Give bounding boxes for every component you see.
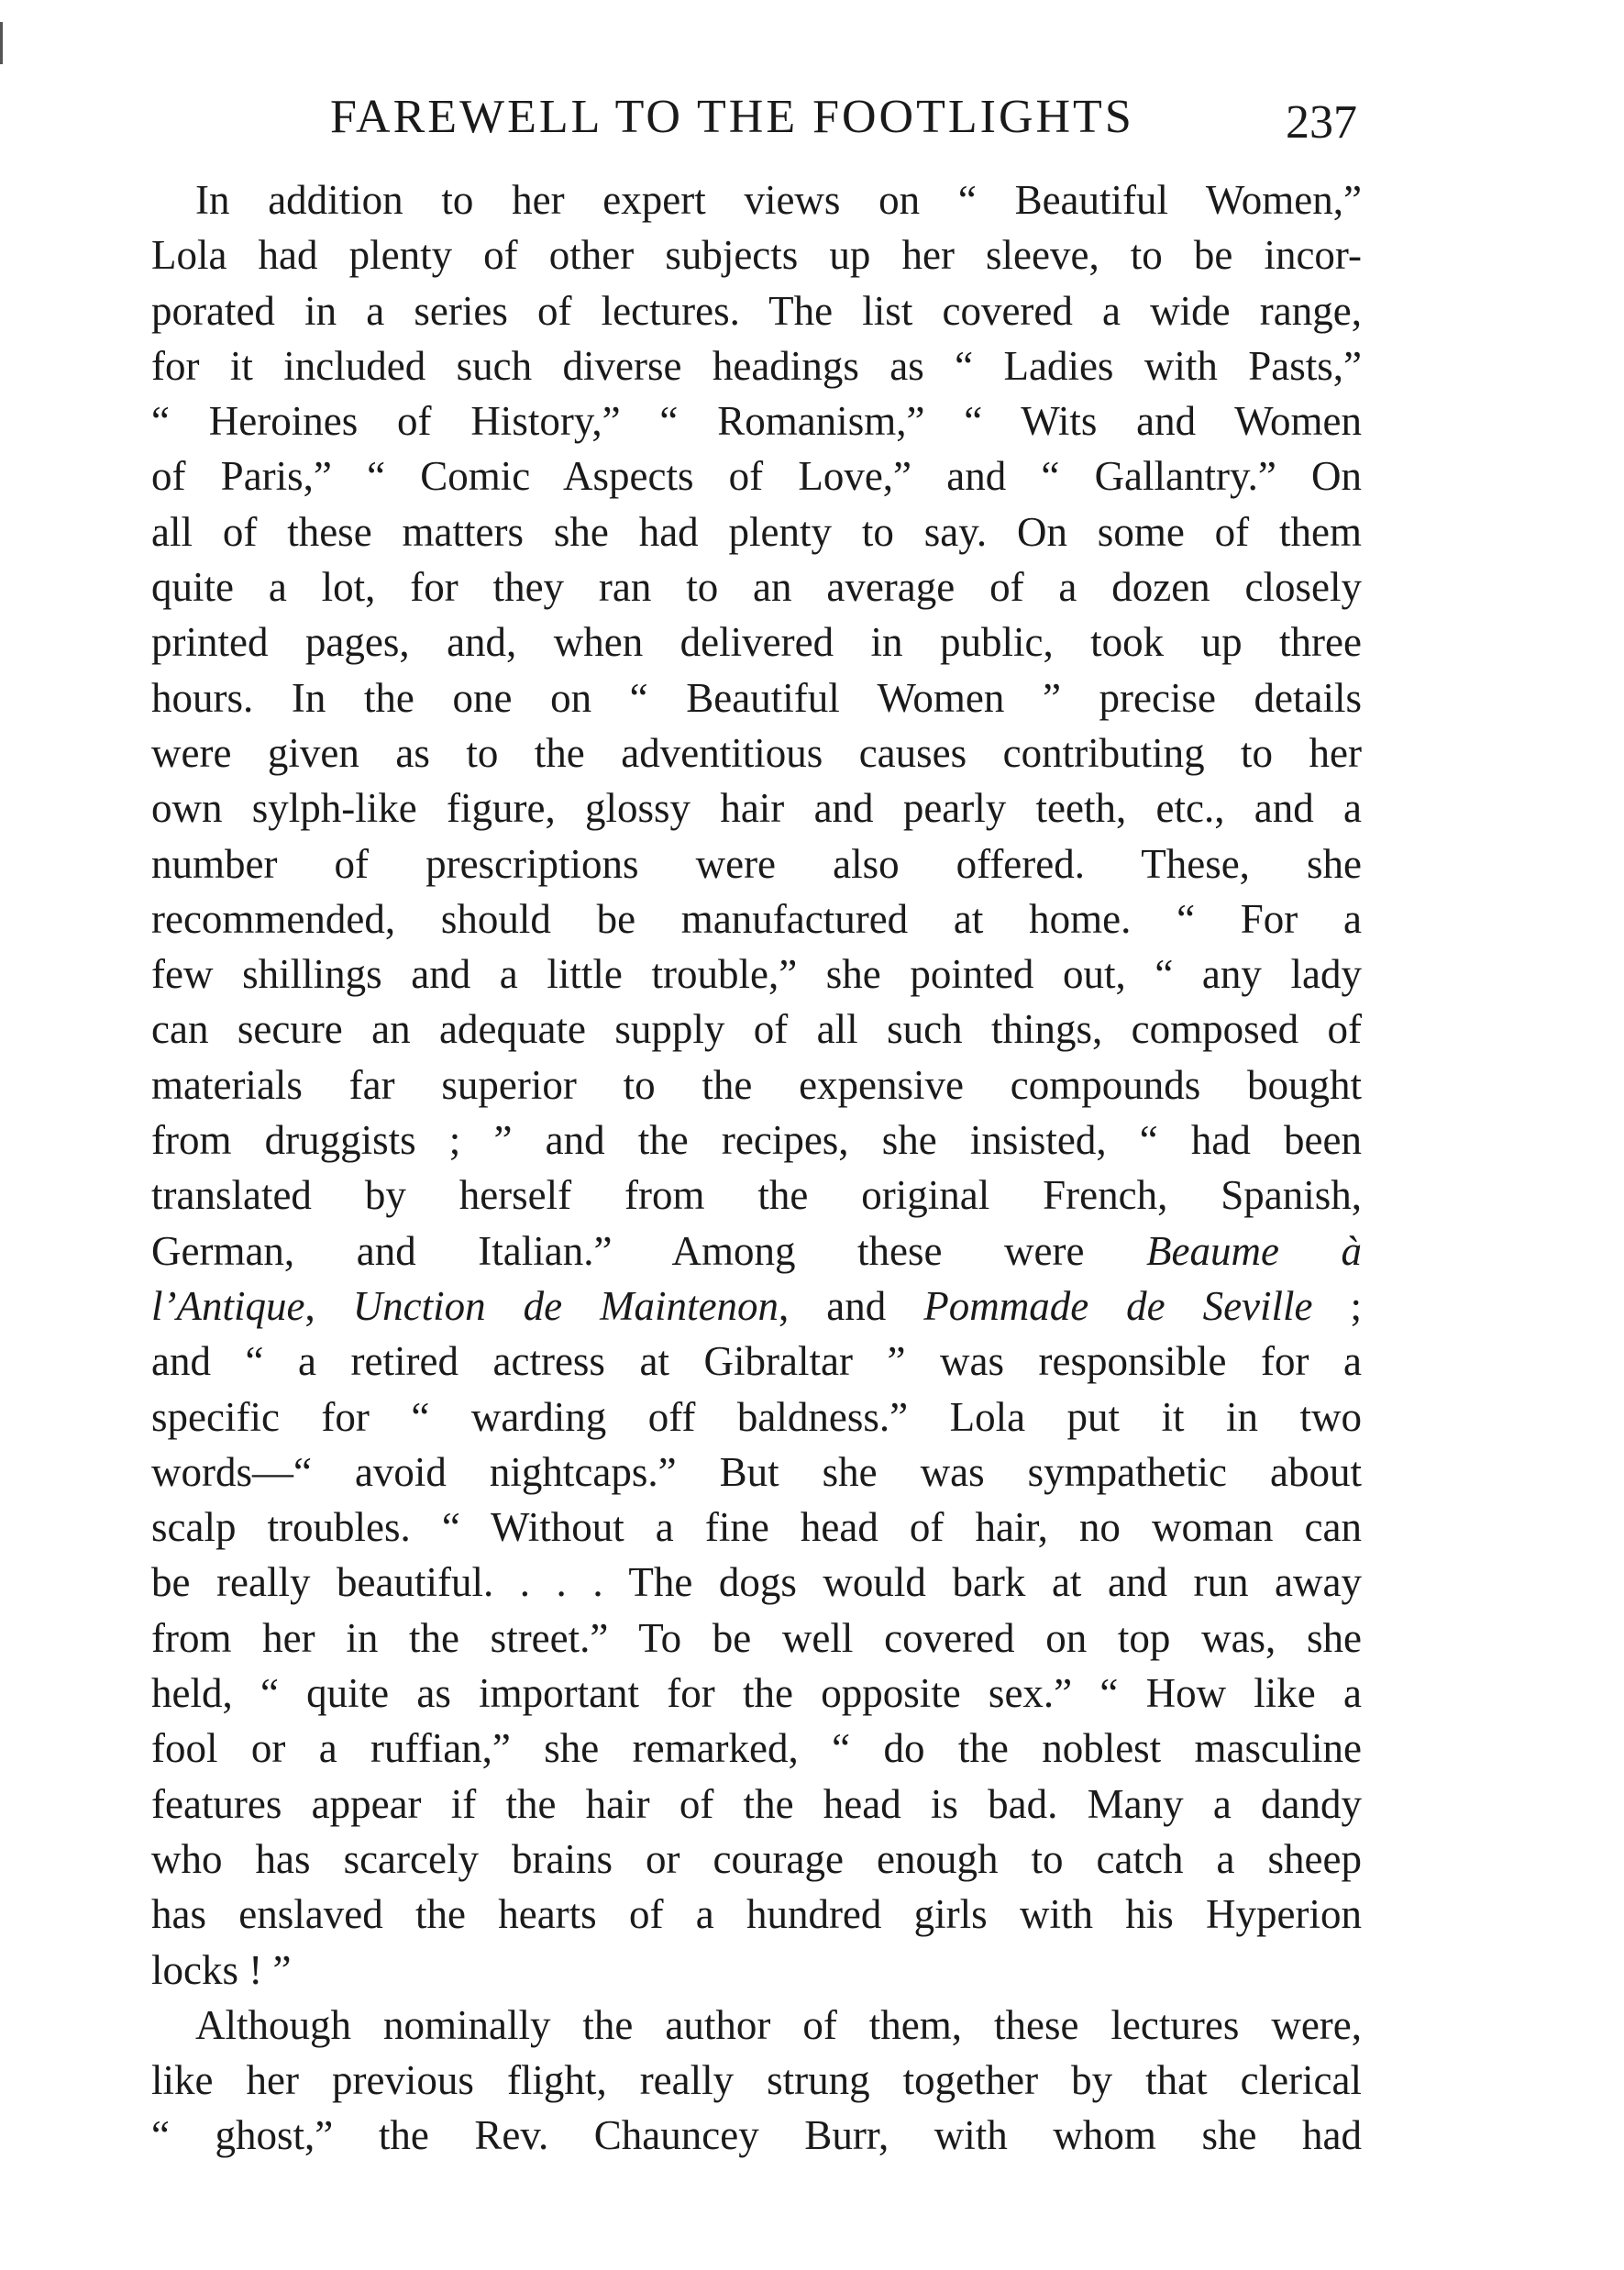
running-title: FAREWELL TO THE FOOTLIGHTS bbox=[330, 91, 1134, 143]
text-line: porated in a series of lectures. The list covered a wide range, bbox=[151, 287, 1362, 334]
text-line: In addition to her expert views on “ Beautiful Women,” bbox=[195, 177, 1362, 223]
text-line: specific for “ warding off baldness.” Lola put it in two bbox=[151, 1393, 1362, 1440]
text-line: for it included such diverse headings as “ Ladies with Pasts,” bbox=[151, 342, 1362, 389]
italic-text: Pommade de Seville bbox=[923, 1282, 1313, 1329]
text-line: materials far superior to the expensive compounds bought bbox=[151, 1061, 1362, 1108]
text-line: words—“ avoid nightcaps.” But she was sympathetic about bbox=[151, 1448, 1362, 1495]
text-line: who has scarcely brains or courage enough to catch a sheep bbox=[151, 1835, 1362, 1882]
text-line: locks ! ” bbox=[151, 1946, 292, 1993]
text-line: has enslaved the hearts of a hundred girls with his Hyperion bbox=[151, 1891, 1362, 1938]
text-line: own sylph-like figure, glossy hair and pearly teeth, etc., and a bbox=[151, 785, 1362, 832]
text-line: few shillings and a little trouble,” she pointed out, “ any lady bbox=[151, 951, 1362, 998]
text-line: quite a lot, for they ran to an average of a dozen closely bbox=[151, 564, 1362, 611]
text-line: number of prescriptions were also offered. These, she bbox=[151, 840, 1362, 887]
text-line: of Paris,” “ Comic Aspects of Love,” and “ Gallantry.” On bbox=[151, 453, 1362, 500]
text-line: were given as to the adventitious causes contributing to her bbox=[151, 729, 1362, 776]
text-line: hours. In the one on “ Beautiful Women ” precise details bbox=[151, 674, 1362, 721]
text-segment: , bbox=[304, 1282, 353, 1329]
text-segment: German, and Italian.” Among these were bbox=[151, 1227, 1147, 1274]
text-line: all of these matters she had plenty to say. On some of them bbox=[151, 508, 1362, 555]
text-line: features appear if the hair of the head is bad. Many a dandy bbox=[151, 1780, 1362, 1827]
text-segment: ; bbox=[1312, 1282, 1362, 1329]
text-segment: , and bbox=[779, 1282, 924, 1329]
text-line: Although nominally the author of them, these lectures were, bbox=[195, 2001, 1362, 2048]
text-line: from her in the street.” To be well covered on top was, she bbox=[151, 1614, 1362, 1661]
italic-text: Beaume à bbox=[1146, 1227, 1362, 1274]
scan-edge-mark bbox=[0, 22, 3, 64]
paragraph bbox=[151, 172, 1362, 1998]
text-line: from druggists ; ” and the recipes, she insisted, “ had been bbox=[151, 1117, 1362, 1164]
page-number: 237 bbox=[1286, 96, 1357, 149]
text-line bbox=[151, 1279, 1362, 1334]
paragraph bbox=[151, 1998, 1362, 2164]
text-line: can secure an adequate supply of all such things, composed of bbox=[151, 1006, 1362, 1053]
text-line: fool or a ruffian,” she remarked, “ do the noblest masculine bbox=[151, 1725, 1362, 1772]
text-line: held, “ quite as important for the opposite sex.” “ How like a bbox=[151, 1670, 1362, 1717]
text-line: like her previous flight, really strung together by that clerical bbox=[151, 2057, 1362, 2104]
text-line: printed pages, and, when delivered in public, took up three bbox=[151, 619, 1362, 666]
text-line: scalp troubles. “ Without a fine head of hair, no woman can bbox=[151, 1504, 1362, 1551]
italic-text: l’Antique bbox=[151, 1282, 305, 1329]
italic-text: Unction de Maintenon bbox=[352, 1282, 779, 1329]
text-line: “ ghost,” the Rev. Chauncey Burr, with whom she had bbox=[151, 2112, 1362, 2159]
text-line: translated by herself from the original French, Spanish, bbox=[151, 1172, 1362, 1219]
text-line: recommended, should be manufactured at home. “ For a bbox=[151, 895, 1362, 942]
text-line: Lola had plenty of other subjects up her sleeve, to be incor- bbox=[151, 232, 1362, 279]
text-line: be really beautiful. . . . The dogs would bark at and run away bbox=[151, 1559, 1362, 1606]
text-line: and “ a retired actress at Gibraltar ” was responsible for a bbox=[151, 1338, 1362, 1385]
body-text bbox=[151, 172, 1362, 2164]
text-line: “ Heroines of History,” “ Romanism,” “ Wits and Women bbox=[151, 398, 1362, 445]
text-line bbox=[151, 1224, 1362, 1279]
running-header bbox=[151, 90, 1357, 154]
